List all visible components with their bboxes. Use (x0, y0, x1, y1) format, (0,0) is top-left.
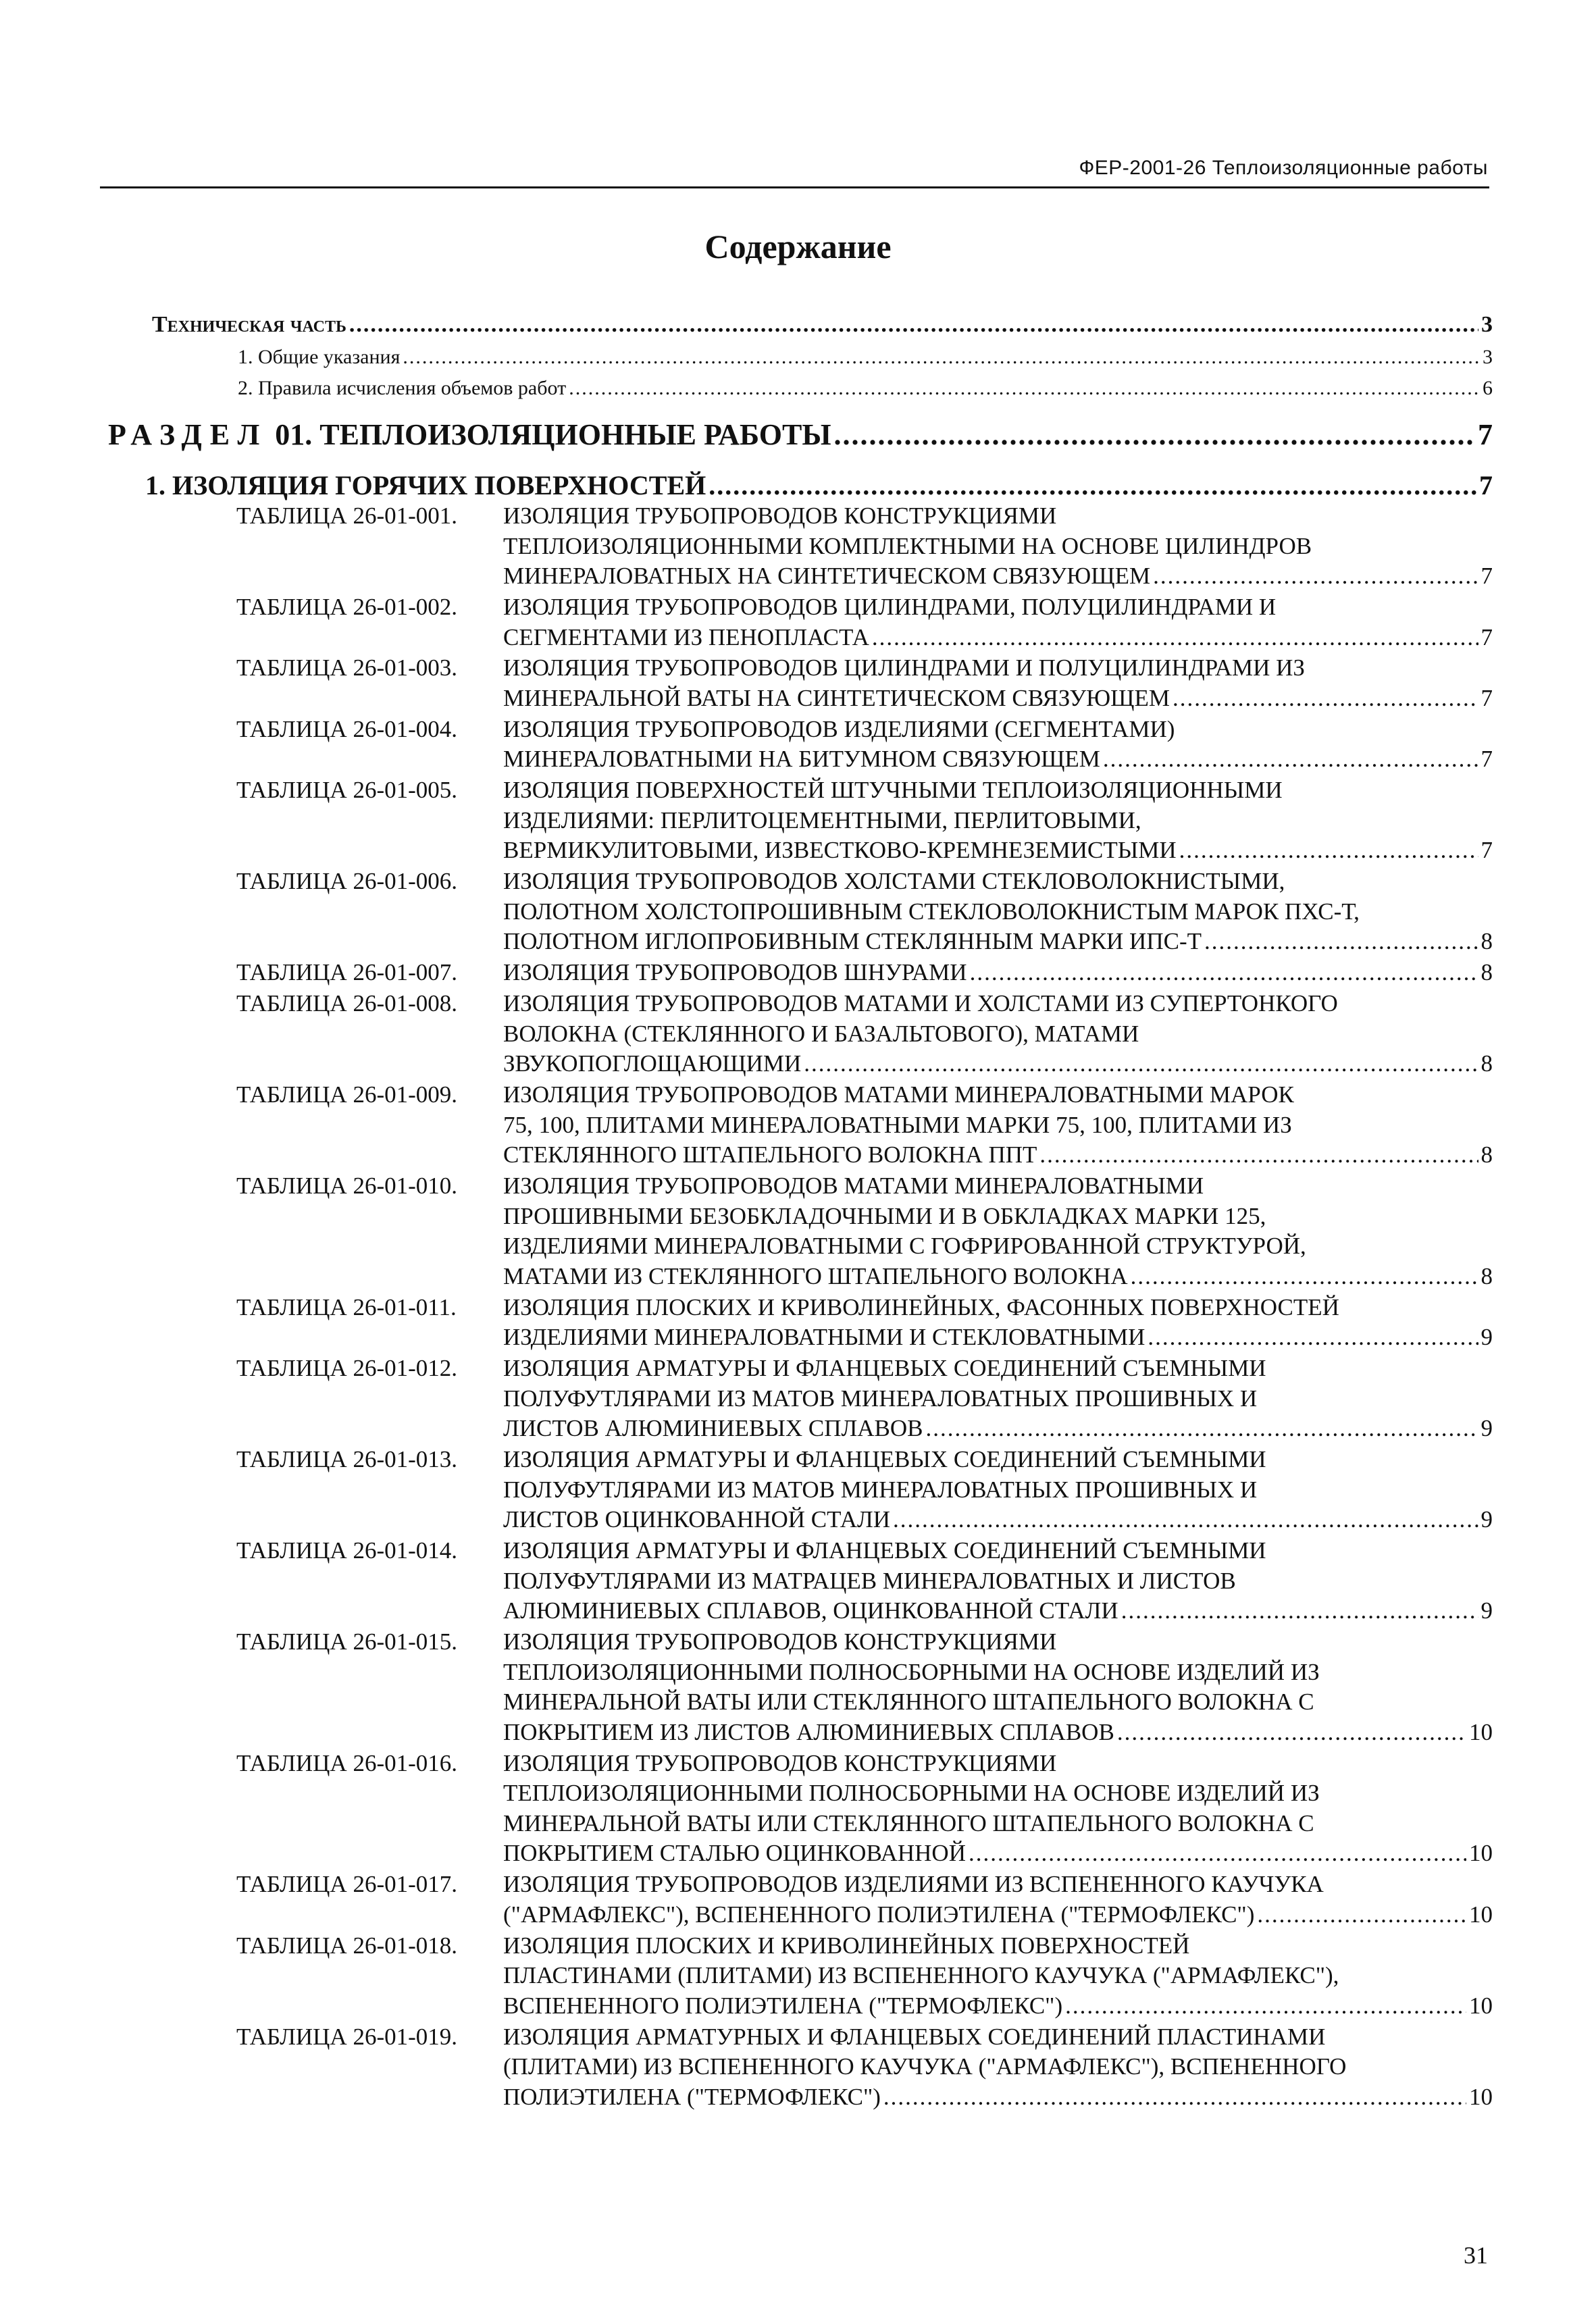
toc-table-title-line: СТЕКЛЯННОГО ШТАПЕЛЬНОГО ВОЛОКНА ППТ (503, 1141, 1037, 1168)
toc-table-title-line: ПОЛУФУТЛЯРАМИ ИЗ МАТРАЦЕВ МИНЕРАЛОВАТНЫХ И ЛИСТОВ (503, 1567, 1236, 1594)
toc-leader-dots (1039, 1141, 1478, 1168)
toc-table-title-line: (ПЛИТАМИ) ИЗ ВСПЕНЕННОГО КАУЧУКА ("АРМАФЛЕКС"), ВСПЕНЕННОГО (503, 2053, 1347, 2080)
toc-table-number: ТАБЛИЦА 26-01-003. (236, 654, 458, 682)
toc-table-title-last-line (503, 1840, 1493, 1867)
toc-entry-chapter-1[interactable] (145, 469, 1493, 501)
toc-table-title-line: ВОЛОКНА (СТЕКЛЯННОГО И БАЗАЛЬТОВОГО), МАТАМИ (503, 1020, 1139, 1047)
toc-table-title-last-line (503, 624, 1493, 651)
toc-table-number: ТАБЛИЦА 26-01-006. (236, 868, 458, 895)
toc-table-title-line: МАТАМИ ИЗ СТЕКЛЯННОГО ШТАПЕЛЬНОГО ВОЛОКНА (503, 1262, 1128, 1289)
toc-table-title-line: ТЕПЛОИЗОЛЯЦИОННЫМИ КОМПЛЕКТНЫМИ НА ОСНОВЕ ЦИЛИНДРОВ (503, 532, 1312, 559)
toc-table-title-line: ИЗОЛЯЦИЯ ТРУБОПРОВОДОВ МАТАМИ И ХОЛСТАМИ ИЗ СУПЕРТОНКОГО (503, 990, 1338, 1017)
toc-table-number: ТАБЛИЦА 26-01-014. (236, 1537, 458, 1564)
toc-leader-dots (925, 1415, 1478, 1442)
toc-leader-dots (403, 346, 1480, 369)
toc-entry-page: 8 (1481, 1141, 1493, 1168)
toc-table-title-line: МИНЕРАЛЬНОЙ ВАТЫ НА СИНТЕТИЧЕСКОМ СВЯЗУЮЩЕМ (503, 684, 1170, 711)
toc-table-title-line: МИНЕРАЛОВАТНЫМИ НА БИТУМНОМ СВЯЗУЮЩЕМ (503, 746, 1100, 773)
toc-entry-page: 7 (1481, 837, 1493, 864)
toc-table-title-line: ИЗОЛЯЦИЯ ПЛОСКИХ И КРИВОЛИНЕЙНЫХ, ФАСОННЫХ ПОВЕРХНОСТЕЙ (503, 1293, 1339, 1320)
toc-entry-technical-part[interactable] (152, 312, 1493, 338)
toc-entry-page: 10 (1469, 1718, 1493, 1745)
toc-table-title-line: ПРОШИВНЫМИ БЕЗОБКЛАДОЧНЫМИ И В ОБКЛАДКАХ МАРКИ 125, (503, 1202, 1266, 1229)
toc-table-title-last-line (503, 1506, 1493, 1533)
toc-table-title-line: ИЗОЛЯЦИЯ ТРУБОПРОВОДОВ КОНСТРУКЦИЯМИ (503, 1628, 1057, 1655)
toc-table-title-line: ВСПЕНЕННОГО ПОЛИЭТИЛЕНА ("ТЕРМОФЛЕКС") (503, 1992, 1063, 2019)
toc-leader-dots (1103, 746, 1478, 773)
toc-table-title-line: ЛИСТОВ ОЦИНКОВАННОЙ СТАЛИ (503, 1506, 891, 1533)
toc-table-title-line: АЛЮМИНИЕВЫХ СПЛАВОВ, ОЦИНКОВАННОЙ СТАЛИ (503, 1597, 1118, 1624)
toc-table-title-line: ЗВУКОПОГЛОЩАЮЩИМИ (503, 1050, 802, 1077)
toc-leader-dots (970, 959, 1478, 986)
toc-table-entry[interactable] (236, 1871, 1493, 1931)
toc-entry-page: 10 (1469, 2083, 1493, 2110)
toc-table-title-line: ИЗОЛЯЦИЯ ТРУБОПРОВОДОВ ЦИЛИНДРАМИ И ПОЛУЦИЛИНДРАМИ ИЗ (503, 654, 1305, 682)
toc-table-title-last-line (503, 1415, 1493, 1442)
toc-entry-page: 3 (1481, 312, 1493, 337)
page-number: 31 (1464, 2242, 1488, 2269)
toc-table-title-line: ИЗОЛЯЦИЯ ТРУБОПРОВОДОВ МАТАМИ МИНЕРАЛОВАТНЫМИ МАРОК (503, 1081, 1294, 1108)
toc-entry-page: 7 (1478, 418, 1493, 451)
toc-table-title-line: ИЗОЛЯЦИЯ ПОВЕРХНОСТЕЙ ШТУЧНЫМИ ТЕПЛОИЗОЛЯЦИОННЫМИ (503, 777, 1283, 804)
toc-leader-dots (834, 417, 1475, 452)
toc-table-number: ТАБЛИЦА 26-01-015. (236, 1628, 458, 1655)
toc-table-title-line: ИЗОЛЯЦИЯ АРМАТУРЫ И ФЛАНЦЕВЫХ СОЕДИНЕНИЙ СЪЕМНЫМИ (503, 1446, 1266, 1472)
toc-table-number: ТАБЛИЦА 26-01-002. (236, 594, 458, 620)
toc-leader-dots (1121, 1597, 1478, 1624)
toc-table-title-last-line (503, 1719, 1493, 1746)
toc-entry-page: 10 (1469, 1992, 1493, 2019)
header-rule (100, 186, 1489, 188)
toc-table-title-line: МИНЕРАЛЬНОЙ ВАТЫ ИЛИ СТЕКЛЯННОГО ШТАПЕЛЬНОГО ВОЛОКНА С (503, 1809, 1314, 1836)
toc-table-title-line: ИЗОЛЯЦИЯ ПЛОСКИХ И КРИВОЛИНЕЙНЫХ ПОВЕРХНОСТЕЙ (503, 1932, 1190, 1959)
toc-table-entry[interactable] (236, 503, 1493, 593)
toc-table-entry[interactable] (236, 654, 1493, 715)
toc-entry-page: 7 (1479, 470, 1493, 500)
toc-leader-dots (1131, 1263, 1478, 1290)
toc-table-title-line: ИЗДЕЛИЯМИ МИНЕРАЛОВАТНЫМИ И СТЕКЛОВАТНЫМИ (503, 1324, 1145, 1351)
toc-entry-page: 8 (1481, 1050, 1493, 1077)
toc-table-title-last-line (503, 1597, 1493, 1624)
toc-table-title-line: ВЕРМИКУЛИТОВЫМИ, ИЗВЕСТКОВО-КРЕМНЕЗЕМИСТЫМИ (503, 837, 1177, 864)
toc-entry-page: 9 (1481, 1506, 1493, 1533)
toc-table-title-line: ЛИСТОВ АЛЮМИНИЕВЫХ СПЛАВОВ (503, 1415, 923, 1442)
toc-table-entry[interactable] (236, 990, 1493, 1081)
toc-table-number: ТАБЛИЦА 26-01-013. (236, 1446, 458, 1472)
toc-table-title-line: ИЗОЛЯЦИЯ ТРУБОПРОВОДОВ ИЗДЕЛИЯМИ ИЗ ВСПЕНЕННОГО КАУЧУКА (503, 1871, 1324, 1898)
toc-entry-page: 6 (1483, 377, 1493, 399)
toc-table-title-line: ПОКРЫТИЕМ СТАЛЬЮ ОЦИНКОВАННОЙ (503, 1840, 966, 1867)
toc-leader-dots (1173, 685, 1478, 712)
toc-leader-dots (1179, 837, 1478, 864)
toc-entry-page: 9 (1481, 1415, 1493, 1442)
toc-leader-dots (969, 1840, 1466, 1867)
toc-table-entry[interactable] (236, 1446, 1493, 1537)
toc-table-entry[interactable] (236, 1750, 1493, 1870)
toc-leader-dots (1204, 928, 1478, 955)
toc-table-entry[interactable] (236, 1537, 1493, 1628)
toc-entry-page: 7 (1481, 684, 1493, 711)
toc-entry-page: 3 (1483, 346, 1493, 368)
section-word: РАЗДЕЛ (108, 418, 268, 451)
toc-table-entry[interactable] (236, 716, 1493, 776)
toc-leader-dots (883, 2084, 1466, 2111)
toc-table-entry[interactable] (236, 959, 1493, 989)
toc-entry-page: 9 (1481, 1324, 1493, 1351)
toc-table-title-line: ПЛАСТИНАМИ (ПЛИТАМИ) ИЗ ВСПЕНЕННОГО КАУЧУКА ("АРМАФЛЕКС"), (503, 1962, 1339, 1989)
toc-leader-dots (709, 469, 1476, 501)
toc-table-title-last-line (503, 1901, 1493, 1928)
toc-entry-page: 7 (1481, 563, 1493, 590)
toc-entry-page: 8 (1481, 959, 1493, 986)
toc-table-title-last-line (503, 746, 1493, 773)
toc-table-title-last-line (503, 1324, 1493, 1351)
toc-table-title-line: ИЗОЛЯЦИЯ ТРУБОПРОВОДОВ КОНСТРУКЦИЯМИ (503, 1749, 1057, 1776)
toc-table-title-last-line (503, 2084, 1493, 2111)
toc-table-entry[interactable] (236, 594, 1493, 654)
toc-table-title-line: ИЗОЛЯЦИЯ ТРУБОПРОВОДОВ ХОЛСТАМИ СТЕКЛОВОЛОКНИСТЫМИ, (503, 868, 1285, 895)
toc-entry-section-01[interactable] (108, 417, 1493, 452)
toc-table-number: ТАБЛИЦА 26-01-016. (236, 1749, 458, 1776)
toc-entry-label (108, 417, 831, 452)
toc-leader-dots (1153, 563, 1478, 590)
toc-table-title-last-line (503, 1050, 1493, 1077)
toc-table-title-line: ПОЛОТНОМ ИГЛОПРОБИВНЫМ СТЕКЛЯННЫМ МАРКИ ИПС-Т (503, 928, 1202, 955)
toc-table-number: ТАБЛИЦА 26-01-012. (236, 1355, 458, 1381)
toc-leader-dots (893, 1506, 1478, 1533)
toc-entry-page: 10 (1469, 1840, 1493, 1867)
toc-entry-page: 9 (1481, 1597, 1493, 1624)
toc-table-title-last-line (503, 837, 1493, 864)
toc-table-title-line: 75, 100, ПЛИТАМИ МИНЕРАЛОВАТНЫМИ МАРКИ 75, 100, ПЛИТАМИ ИЗ (503, 1111, 1292, 1138)
toc-leader-dots (804, 1050, 1478, 1077)
running-header: ФЕР-2001-26 Теплоизоляционные работы (1079, 157, 1488, 179)
toc-table-number: ТАБЛИЦА 26-01-005. (236, 777, 458, 804)
toc-entry-page: 10 (1469, 1901, 1493, 1928)
toc-table-title-last-line (503, 928, 1493, 955)
toc-entry-calculation-rules[interactable] (238, 377, 1493, 400)
toc-table-title-line: ИЗДЕЛИЯМИ: ПЕРЛИТОЦЕМЕНТНЫМИ, ПЕРЛИТОВЫМИ, (503, 806, 1141, 833)
toc-table-title-line: ИЗОЛЯЦИЯ ТРУБОПРОВОДОВ ИЗДЕЛИЯМИ (СЕГМЕНТАМИ) (503, 715, 1175, 742)
toc-table-title-line: ТЕПЛОИЗОЛЯЦИОННЫМИ ПОЛНОСБОРНЫМИ НА ОСНОВЕ ИЗДЕЛИЙ ИЗ (503, 1658, 1320, 1685)
toc-table-title-line: ИЗОЛЯЦИЯ ТРУБОПРОВОДОВ ШНУРАМИ (503, 959, 967, 986)
toc-table-number: ТАБЛИЦА 26-01-018. (236, 1932, 458, 1959)
section-title: 01. ТЕПЛОИЗОЛЯЦИОННЫЕ РАБОТЫ (275, 418, 831, 451)
toc-table-number: ТАБЛИЦА 26-01-004. (236, 715, 458, 742)
toc-table-title-line: ПОЛОТНОМ ХОЛСТОПРОШИВНЫМ СТЕКЛОВОЛОКНИСТЫМ МАРОК ПХС-Т, (503, 898, 1360, 925)
toc-table-title-line: ТЕПЛОИЗОЛЯЦИОННЫМИ ПОЛНОСБОРНЫМИ НА ОСНОВЕ ИЗДЕЛИЙ ИЗ (503, 1780, 1320, 1807)
toc-table-entry[interactable] (236, 1932, 1493, 2023)
toc-table-title-last-line (503, 959, 1493, 986)
toc-leader-dots (1148, 1324, 1478, 1351)
toc-table-title-line: ИЗОЛЯЦИЯ ТРУБОПРОВОДОВ МАТАМИ МИНЕРАЛОВАТНЫМИ (503, 1173, 1204, 1199)
toc-table-title-line: ПОЛУФУТЛЯРАМИ ИЗ МАТОВ МИНЕРАЛОВАТНЫХ ПРОШИВНЫХ И (503, 1476, 1258, 1503)
toc-table-title-line: ИЗОЛЯЦИЯ АРМАТУРНЫХ И ФЛАНЦЕВЫХ СОЕДИНЕНИЙ ПЛАСТИНАМИ (503, 2023, 1326, 2050)
toc-table-title-line: ПОЛУФУТЛЯРАМИ ИЗ МАТОВ МИНЕРАЛОВАТНЫХ ПРОШИВНЫХ И (503, 1385, 1258, 1412)
toc-table-number: ТАБЛИЦА 26-01-011. (236, 1293, 457, 1320)
toc-leader-dots (569, 377, 1480, 400)
toc-leader-dots (1117, 1719, 1466, 1746)
toc-table-entry[interactable] (236, 1294, 1493, 1354)
toc-entry-label: 1. ИЗОЛЯЦИЯ ГОРЯЧИХ ПОВЕРХНОСТЕЙ (145, 470, 706, 500)
toc-leader-dots (349, 312, 1478, 338)
toc-table-title-line: МИНЕРАЛОВАТНЫХ НА СИНТЕТИЧЕСКОМ СВЯЗУЮЩЕМ (503, 563, 1151, 590)
toc-table-entry[interactable] (236, 1628, 1493, 1749)
toc-entry-page: 7 (1481, 746, 1493, 773)
toc-table-number: ТАБЛИЦА 26-01-008. (236, 990, 458, 1017)
toc-table-title-last-line (503, 1992, 1493, 2020)
toc-table-entry[interactable] (236, 1173, 1493, 1293)
toc-table-title-line: СЕГМЕНТАМИ ИЗ ПЕНОПЛАСТА (503, 623, 869, 650)
toc-table-title-line: ПОЛИЭТИЛЕНА ("ТЕРМОФЛЕКС") (503, 2083, 881, 2110)
toc-table-number: ТАБЛИЦА 26-01-001. (236, 503, 458, 529)
page-title: Содержание (704, 228, 892, 265)
toc-table-number: ТАБЛИЦА 26-01-019. (236, 2023, 458, 2050)
toc-table-title-line: ИЗДЕЛИЯМИ МИНЕРАЛОВАТНЫМИ С ГОФРИРОВАННОЙ СТРУКТУРОЙ, (503, 1233, 1306, 1260)
toc-entry-label: 1. Общие указания (238, 346, 401, 368)
toc-table-entry[interactable] (236, 1355, 1493, 1445)
toc-table-title-line: ИЗОЛЯЦИЯ ТРУБОПРОВОДОВ КОНСТРУКЦИЯМИ (503, 503, 1057, 529)
toc-leader-dots (872, 624, 1478, 651)
toc-entry-page: 7 (1481, 623, 1493, 650)
toc-table-title-last-line (503, 563, 1493, 590)
toc-table-title-line: ИЗОЛЯЦИЯ АРМАТУРЫ И ФЛАНЦЕВЫХ СОЕДИНЕНИЙ СЪЕМНЫМИ (503, 1537, 1266, 1564)
toc-table-number: ТАБЛИЦА 26-01-010. (236, 1173, 458, 1199)
toc-leader-dots (1257, 1901, 1466, 1928)
toc-entry-page: 8 (1481, 928, 1493, 955)
toc-table-title-line: ИЗОЛЯЦИЯ ТРУБОПРОВОДОВ ЦИЛИНДРАМИ, ПОЛУЦИЛИНДРАМИ И (503, 594, 1277, 620)
toc-entry-general-instructions[interactable] (238, 346, 1493, 369)
toc-table-title-line: МИНЕРАЛЬНОЙ ВАТЫ ИЛИ СТЕКЛЯННОГО ШТАПЕЛЬНОГО ВОЛОКНА С (503, 1689, 1314, 1716)
toc-table-entry[interactable] (236, 1081, 1493, 1172)
toc-table-number: ТАБЛИЦА 26-01-009. (236, 1081, 458, 1108)
toc-table-number: ТАБЛИЦА 26-01-007. (236, 959, 458, 986)
toc-table-entry[interactable] (236, 868, 1493, 958)
toc-table-title-line: ПОКРЫТИЕМ ИЗ ЛИСТОВ АЛЮМИНИЕВЫХ СПЛАВОВ (503, 1718, 1114, 1745)
toc-leader-dots (1065, 1992, 1466, 2020)
toc-entry-page: 8 (1481, 1262, 1493, 1289)
toc-entry-label: Техническая часть (152, 312, 346, 337)
toc-table-entry[interactable] (236, 2024, 1493, 2114)
toc-table-entry[interactable] (236, 777, 1493, 867)
toc-table-title-line: ("АРМАФЛЕКС"), ВСПЕНЕННОГО ПОЛИЭТИЛЕНА ("ТЕРМОФЛЕКС") (503, 1901, 1255, 1928)
toc-table-title-last-line (503, 1141, 1493, 1168)
toc-table-title-line: ИЗОЛЯЦИЯ АРМАТУРЫ И ФЛАНЦЕВЫХ СОЕДИНЕНИЙ СЪЕМНЫМИ (503, 1355, 1266, 1381)
toc-entry-label: 2. Правила исчисления объемов работ (238, 377, 567, 399)
toc-table-title-last-line (503, 1263, 1493, 1290)
toc-table-title-last-line (503, 685, 1493, 712)
toc-table-number: ТАБЛИЦА 26-01-017. (236, 1871, 458, 1898)
